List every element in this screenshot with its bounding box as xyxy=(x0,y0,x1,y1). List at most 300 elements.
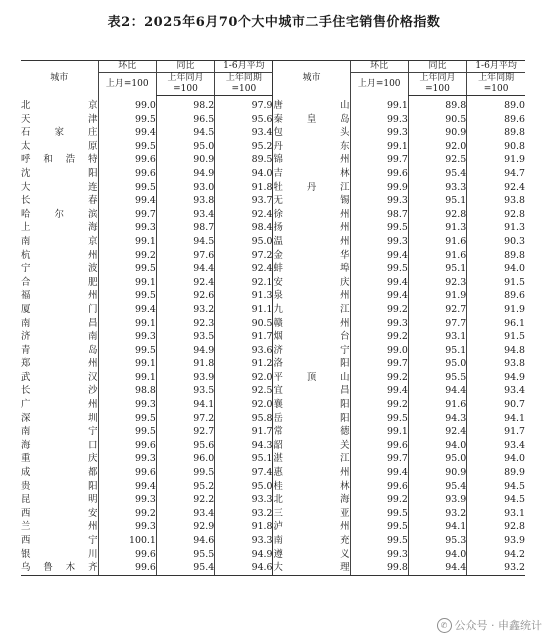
table-row xyxy=(21,181,525,195)
avg-value: 93.7 xyxy=(215,194,273,208)
avg-value: 89.6 xyxy=(467,289,525,303)
avg-value: 91.3 xyxy=(215,289,273,303)
mom-value: 99.5 xyxy=(350,221,408,235)
table-row xyxy=(21,480,525,494)
city-name: 岳阳 xyxy=(273,412,350,424)
avg-value: 91.8 xyxy=(215,520,273,534)
header-yoy-base-1: 上年同月 xyxy=(156,73,214,85)
avg-value: 91.1 xyxy=(215,303,273,317)
yoy-value: 95.2 xyxy=(156,480,214,494)
mom-value: 99.6 xyxy=(98,466,156,480)
yoy-value: 92.7 xyxy=(156,425,214,439)
mom-value: 99.3 xyxy=(350,548,408,562)
city-name: 北海 xyxy=(273,494,350,506)
city-name: 赣州 xyxy=(273,317,350,329)
mom-value: 99.5 xyxy=(350,507,408,521)
yoy-value: 92.4 xyxy=(408,425,466,439)
city-name: 银川 xyxy=(21,548,98,560)
yoy-value: 94.9 xyxy=(156,344,214,358)
yoy-value: 95.0 xyxy=(408,452,466,466)
mom-value: 100.1 xyxy=(98,534,156,548)
yoy-value: 91.6 xyxy=(408,398,466,412)
city-name: 太原 xyxy=(21,140,98,152)
city-name: 无锡 xyxy=(273,195,350,207)
yoy-value: 93.5 xyxy=(156,330,214,344)
table-row xyxy=(21,493,525,507)
yoy-value: 90.9 xyxy=(408,126,466,140)
avg-value: 92.1 xyxy=(215,276,273,290)
yoy-value: 95.0 xyxy=(156,140,214,154)
avg-value: 94.0 xyxy=(215,167,273,181)
city-name: 兰州 xyxy=(21,521,98,533)
city-name: 韶关 xyxy=(273,439,350,451)
avg-value: 93.2 xyxy=(467,561,525,575)
mom-value: 99.5 xyxy=(98,181,156,195)
header-yoy-base-2: 上年同月 xyxy=(408,73,466,85)
city-name: 沈阳 xyxy=(21,167,98,179)
yoy-value: 92.4 xyxy=(156,276,214,290)
avg-value: 89.6 xyxy=(467,113,525,127)
watermark xyxy=(437,617,543,633)
city-name: 安庆 xyxy=(273,276,350,288)
yoy-value: 94.3 xyxy=(408,412,466,426)
mom-value: 99.8 xyxy=(350,561,408,575)
city-name: 西宁 xyxy=(21,535,98,546)
mom-value: 99.6 xyxy=(98,548,156,562)
header-city-2: 城市 xyxy=(273,61,350,96)
header-yoy: 同比 xyxy=(156,61,214,73)
yoy-value: 90.9 xyxy=(156,153,214,167)
header-city: 城市 xyxy=(21,61,98,96)
mom-value: 99.4 xyxy=(350,384,408,398)
avg-value: 93.4 xyxy=(215,126,273,140)
city-name: 长春 xyxy=(21,195,98,207)
city-name: 九江 xyxy=(273,303,350,315)
mom-value: 99.5 xyxy=(350,520,408,534)
mom-value: 99.4 xyxy=(98,480,156,494)
yoy-value: 94.1 xyxy=(156,398,214,412)
table-body xyxy=(21,96,525,576)
city-name: 南宁 xyxy=(21,426,98,438)
yoy-value: 92.6 xyxy=(156,289,214,303)
header-yoy-2: 同比 xyxy=(408,61,466,73)
mom-value: 99.2 xyxy=(350,398,408,412)
mom-value: 99.2 xyxy=(98,507,156,521)
city-name: 洛阳 xyxy=(273,358,350,370)
mom-value: 99.3 xyxy=(98,330,156,344)
yoy-value: 94.1 xyxy=(408,520,466,534)
avg-value: 92.8 xyxy=(467,520,525,534)
avg-value: 91.3 xyxy=(467,221,525,235)
yoy-value: 94.9 xyxy=(156,167,214,181)
avg-value: 95.0 xyxy=(215,235,273,249)
mom-value: 99.4 xyxy=(98,194,156,208)
avg-value: 92.0 xyxy=(215,371,273,385)
city-name: 湛江 xyxy=(273,453,350,465)
table-row xyxy=(21,289,525,303)
city-name: 西安 xyxy=(21,507,98,519)
avg-value: 97.2 xyxy=(215,249,273,263)
header-avg: 1-6月平均 xyxy=(215,61,273,73)
yoy-value: 94.4 xyxy=(156,262,214,276)
city-name: 广州 xyxy=(21,399,98,411)
table-row xyxy=(21,398,525,412)
yoy-value: 95.1 xyxy=(408,194,466,208)
city-name: 唐山 xyxy=(273,96,350,113)
yoy-value: 97.7 xyxy=(408,317,466,331)
table-row xyxy=(21,412,525,426)
header-mom-base: 上月=100 xyxy=(98,73,156,96)
city-name: 三亚 xyxy=(273,507,350,519)
city-name: 乌鲁木齐 xyxy=(21,561,98,575)
city-name: 昆明 xyxy=(21,494,98,506)
table-row xyxy=(21,235,525,249)
table-row xyxy=(21,96,525,113)
mom-value: 99.4 xyxy=(350,289,408,303)
header-avg-eq-1: =100 xyxy=(215,84,273,96)
mom-value: 99.3 xyxy=(98,221,156,235)
avg-value: 94.6 xyxy=(215,561,273,575)
mom-value: 99.5 xyxy=(98,113,156,127)
avg-value: 97.4 xyxy=(215,466,273,480)
yoy-value: 91.6 xyxy=(408,235,466,249)
yoy-value: 97.6 xyxy=(156,249,214,263)
city-name: 丹东 xyxy=(273,140,350,152)
city-name: 徐州 xyxy=(273,208,350,220)
yoy-value: 94.6 xyxy=(156,534,214,548)
city-name: 福州 xyxy=(21,290,98,302)
yoy-value: 95.5 xyxy=(408,371,466,385)
city-name: 长沙 xyxy=(21,385,98,397)
mom-value: 99.1 xyxy=(350,140,408,154)
avg-value: 89.8 xyxy=(467,126,525,140)
table-row xyxy=(21,249,525,263)
city-name: 常德 xyxy=(273,426,350,438)
table-row xyxy=(21,167,525,181)
avg-value: 91.7 xyxy=(467,425,525,439)
avg-value: 92.5 xyxy=(215,384,273,398)
yoy-value: 96.0 xyxy=(156,452,214,466)
yoy-value: 93.9 xyxy=(156,371,214,385)
avg-value: 93.3 xyxy=(215,534,273,548)
city-name: 遵义 xyxy=(273,548,350,560)
city-name: 牡丹江 xyxy=(273,181,350,193)
mom-value: 99.1 xyxy=(98,317,156,331)
avg-value: 90.7 xyxy=(467,398,525,412)
mom-value: 99.3 xyxy=(350,194,408,208)
mom-value: 99.3 xyxy=(98,398,156,412)
city-name: 郑州 xyxy=(21,358,98,370)
mom-value: 99.5 xyxy=(350,412,408,426)
avg-value: 91.9 xyxy=(467,153,525,167)
avg-value: 90.8 xyxy=(467,140,525,154)
mom-value: 99.2 xyxy=(350,303,408,317)
avg-value: 94.9 xyxy=(215,548,273,562)
avg-value: 92.4 xyxy=(467,181,525,195)
mom-value: 99.3 xyxy=(98,493,156,507)
yoy-value: 93.9 xyxy=(408,493,466,507)
table-row xyxy=(21,194,525,208)
city-name: 泸州 xyxy=(273,521,350,533)
mom-value: 99.5 xyxy=(98,262,156,276)
avg-value: 92.0 xyxy=(215,398,273,412)
mom-value: 99.4 xyxy=(98,126,156,140)
yoy-value: 95.3 xyxy=(408,534,466,548)
yoy-value: 93.4 xyxy=(156,507,214,521)
mom-value: 99.1 xyxy=(98,357,156,371)
yoy-value: 92.3 xyxy=(408,276,466,290)
yoy-value: 98.7 xyxy=(156,221,214,235)
yoy-value: 93.5 xyxy=(156,384,214,398)
city-name: 包头 xyxy=(273,127,350,139)
yoy-value: 94.5 xyxy=(156,126,214,140)
city-name: 惠州 xyxy=(273,467,350,479)
mom-value: 99.5 xyxy=(98,344,156,358)
avg-value: 90.5 xyxy=(215,317,273,331)
yoy-value: 90.5 xyxy=(408,113,466,127)
mom-value: 99.5 xyxy=(350,262,408,276)
mom-value: 99.3 xyxy=(350,317,408,331)
city-name: 桂林 xyxy=(273,480,350,492)
city-name: 贵阳 xyxy=(21,480,98,492)
avg-value: 89.5 xyxy=(215,153,273,167)
mom-value: 99.2 xyxy=(98,249,156,263)
yoy-value: 92.9 xyxy=(156,520,214,534)
mom-value: 99.0 xyxy=(350,344,408,358)
avg-value: 91.2 xyxy=(215,357,273,371)
table-row xyxy=(21,303,525,317)
mom-value: 98.7 xyxy=(350,208,408,222)
city-name: 大理 xyxy=(273,561,350,575)
mom-value: 99.4 xyxy=(350,249,408,263)
mom-value: 99.5 xyxy=(98,425,156,439)
yoy-value: 92.0 xyxy=(408,140,466,154)
city-name: 济宁 xyxy=(273,344,350,356)
yoy-value: 91.9 xyxy=(408,289,466,303)
city-name: 蚌埠 xyxy=(273,263,350,275)
yoy-value: 94.0 xyxy=(408,548,466,562)
city-name: 烟台 xyxy=(273,331,350,343)
mom-value: 99.5 xyxy=(350,534,408,548)
avg-value: 97.9 xyxy=(215,96,273,113)
header-mom: 环比 xyxy=(98,61,156,73)
avg-value: 90.3 xyxy=(467,235,525,249)
mom-value: 99.6 xyxy=(350,439,408,453)
yoy-value: 93.3 xyxy=(408,181,466,195)
header-yoy-eq-2: =100 xyxy=(408,84,466,96)
header-yoy-eq-1: =100 xyxy=(156,84,214,96)
header-mom-base-2: 上月=100 xyxy=(350,73,408,96)
yoy-value: 93.0 xyxy=(156,181,214,195)
avg-value: 94.9 xyxy=(467,371,525,385)
yoy-value: 94.0 xyxy=(408,439,466,453)
table-row xyxy=(21,384,525,398)
table-row xyxy=(21,425,525,439)
header-avg-eq-2: =100 xyxy=(467,84,525,96)
city-name: 深圳 xyxy=(21,412,98,424)
yoy-value: 93.8 xyxy=(156,194,214,208)
header-avg-base-1: 上年同期 xyxy=(215,73,273,85)
city-name: 南京 xyxy=(21,235,98,247)
yoy-value: 94.4 xyxy=(408,384,466,398)
avg-value: 91.7 xyxy=(215,425,273,439)
city-name: 平顶山 xyxy=(273,371,350,383)
avg-value: 89.0 xyxy=(467,96,525,113)
table-row xyxy=(21,466,525,480)
avg-value: 94.3 xyxy=(215,439,273,453)
yoy-value: 91.3 xyxy=(408,221,466,235)
yoy-value: 94.4 xyxy=(408,561,466,575)
city-name: 上海 xyxy=(21,222,98,234)
city-name: 锦州 xyxy=(273,154,350,166)
mom-value: 99.5 xyxy=(98,289,156,303)
mom-value: 99.1 xyxy=(98,235,156,249)
yoy-value: 92.5 xyxy=(408,153,466,167)
yoy-value: 89.8 xyxy=(408,96,466,113)
yoy-value: 93.4 xyxy=(156,208,214,222)
yoy-value: 95.6 xyxy=(156,439,214,453)
table-row xyxy=(21,126,525,140)
city-name: 呼和浩特 xyxy=(21,154,98,166)
avg-value: 93.2 xyxy=(215,507,273,521)
yoy-value: 95.4 xyxy=(408,480,466,494)
avg-value: 93.1 xyxy=(467,507,525,521)
avg-value: 95.1 xyxy=(215,452,273,466)
avg-value: 89.8 xyxy=(467,249,525,263)
city-name: 成都 xyxy=(21,467,98,479)
watermark-text: 公众号 · 申鑫统计 xyxy=(454,619,542,632)
mom-value: 98.8 xyxy=(98,384,156,398)
mom-value: 99.1 xyxy=(350,96,408,113)
mom-value: 99.0 xyxy=(98,96,156,113)
mom-value: 99.4 xyxy=(350,466,408,480)
avg-value: 91.5 xyxy=(467,276,525,290)
yoy-value: 95.4 xyxy=(408,167,466,181)
city-name: 温州 xyxy=(273,235,350,247)
city-name: 金华 xyxy=(273,249,350,261)
city-name: 扬州 xyxy=(273,222,350,234)
table-title: 表2：2025年6月70个大中城市二手住宅销售价格指数 xyxy=(107,15,441,30)
mom-value: 99.7 xyxy=(98,208,156,222)
city-name: 石家庄 xyxy=(21,127,98,139)
table-row xyxy=(21,153,525,167)
yoy-value: 95.5 xyxy=(156,548,214,562)
mom-value: 99.5 xyxy=(98,412,156,426)
table-row xyxy=(21,221,525,235)
yoy-value: 96.5 xyxy=(156,113,214,127)
mom-value: 99.1 xyxy=(98,371,156,385)
mom-value: 99.3 xyxy=(350,235,408,249)
city-name: 宁波 xyxy=(21,263,98,275)
yoy-value: 93.2 xyxy=(156,303,214,317)
city-name: 青岛 xyxy=(21,344,98,356)
mom-value: 99.6 xyxy=(350,480,408,494)
avg-value: 94.8 xyxy=(467,344,525,358)
mom-value: 99.7 xyxy=(350,153,408,167)
table-row xyxy=(21,317,525,331)
mom-value: 99.3 xyxy=(350,113,408,127)
avg-value: 93.4 xyxy=(467,384,525,398)
mom-value: 99.5 xyxy=(98,140,156,154)
city-name: 合肥 xyxy=(21,276,98,288)
city-name: 厦门 xyxy=(21,303,98,315)
yoy-value: 95.4 xyxy=(156,561,214,575)
avg-value: 93.6 xyxy=(215,344,273,358)
avg-value: 94.1 xyxy=(467,412,525,426)
mom-value: 99.3 xyxy=(98,520,156,534)
avg-value: 93.8 xyxy=(467,357,525,371)
yoy-value: 91.8 xyxy=(156,357,214,371)
avg-value: 91.5 xyxy=(467,330,525,344)
yoy-value: 92.7 xyxy=(408,303,466,317)
city-name: 武汉 xyxy=(21,371,98,383)
table-row xyxy=(21,371,525,385)
city-name: 哈尔滨 xyxy=(21,208,98,220)
header-avg-base-2: 上年同期 xyxy=(467,73,525,85)
city-name: 重庆 xyxy=(21,453,98,465)
avg-value: 93.3 xyxy=(215,493,273,507)
city-name: 秦皇岛 xyxy=(273,113,350,125)
table-row xyxy=(21,534,525,548)
city-name: 天津 xyxy=(21,113,98,125)
table-row xyxy=(21,548,525,562)
mom-value: 99.7 xyxy=(350,357,408,371)
table-row xyxy=(21,452,525,466)
avg-value: 92.4 xyxy=(215,262,273,276)
mom-value: 99.7 xyxy=(350,452,408,466)
yoy-value: 95.1 xyxy=(408,262,466,276)
yoy-value: 93.2 xyxy=(408,507,466,521)
city-name: 南昌 xyxy=(21,317,98,329)
city-name: 北京 xyxy=(21,99,98,111)
yoy-value: 93.1 xyxy=(408,330,466,344)
mom-value: 99.6 xyxy=(350,167,408,181)
table-row xyxy=(21,520,525,534)
yoy-value: 90.9 xyxy=(408,466,466,480)
table-row xyxy=(21,262,525,276)
table-row xyxy=(21,507,525,521)
avg-value: 94.0 xyxy=(467,262,525,276)
yoy-value: 98.2 xyxy=(156,96,214,113)
yoy-value: 95.0 xyxy=(408,357,466,371)
table-row xyxy=(21,113,525,127)
price-index-table xyxy=(21,60,525,576)
city-name: 杭州 xyxy=(21,249,98,261)
table-row xyxy=(21,276,525,290)
mom-value: 99.4 xyxy=(350,276,408,290)
city-name: 泉州 xyxy=(273,290,350,302)
mom-value: 99.1 xyxy=(350,425,408,439)
table-row xyxy=(21,344,525,358)
avg-value: 91.8 xyxy=(215,181,273,195)
avg-value: 92.4 xyxy=(215,208,273,222)
mom-value: 99.9 xyxy=(350,181,408,195)
mom-value: 99.3 xyxy=(350,126,408,140)
table-row xyxy=(21,330,525,344)
yoy-value: 97.2 xyxy=(156,412,214,426)
avg-value: 94.2 xyxy=(467,548,525,562)
avg-value: 98.4 xyxy=(215,221,273,235)
mom-value: 99.6 xyxy=(98,439,156,453)
avg-value: 96.1 xyxy=(467,317,525,331)
yoy-value: 92.2 xyxy=(156,493,214,507)
avg-value: 93.4 xyxy=(467,439,525,453)
mom-value: 99.2 xyxy=(350,493,408,507)
city-name: 大连 xyxy=(21,181,98,193)
avg-value: 89.9 xyxy=(467,466,525,480)
city-name: 吉林 xyxy=(273,167,350,179)
avg-value: 92.8 xyxy=(467,208,525,222)
